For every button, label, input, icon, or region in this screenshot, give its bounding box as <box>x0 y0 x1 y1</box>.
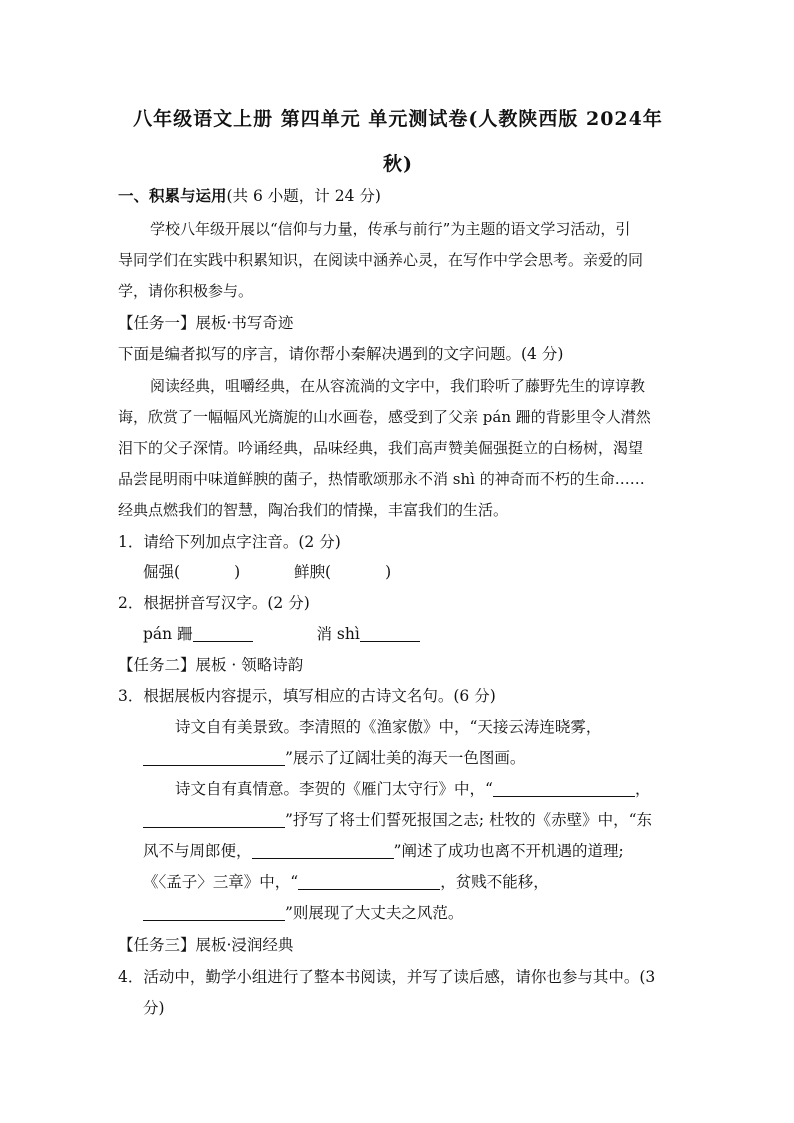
q3-text: ”抒写了将士们誓死报国之志; 杜牧的《赤壁》中，“东 <box>285 811 652 829</box>
question-4-line: 4．活动中，勤学小组进行了整本书阅读，并写了读后感，请你也参与其中。(3 <box>118 968 656 986</box>
hanzi-answer-1[interactable] <box>193 625 253 642</box>
section-heading <box>118 185 678 207</box>
passage-line: 品尝昆明雨中味道鲜腴的菌子，热情歌颂那永不消 shì 的神奇而不朽的生命…… <box>118 470 645 488</box>
task1-heading: 【任务一】展板·书写奇迹 <box>118 314 294 332</box>
passage-line: 阅读经典，咀嚼经典，在从容流淌的文字中，我们聆听了藤野先生的谆谆教 <box>150 377 646 395</box>
task2-heading: 【任务二】展板 · 领略诗韵 <box>118 656 304 674</box>
q3-text: 风不与周郎便， <box>143 842 252 860</box>
intro-line: 学，请你积极参与。 <box>118 282 254 300</box>
poem-blank-5[interactable] <box>298 873 440 890</box>
question-1-label: 1．请给下列加点字注音。(2 分) <box>118 533 341 551</box>
question-3-label: 3．根据展板内容提示，填写相应的古诗文名句。(6 分) <box>118 687 496 705</box>
q3-text: 《〈孟子〉三章》中，“ <box>143 873 299 891</box>
hanzi-item-2: 消 shì <box>316 625 360 643</box>
section-title: 一、积累与运用 <box>118 187 227 205</box>
q3-text: ，贫贱不能移， <box>440 873 549 891</box>
document-title-line1: 八年级语文上册 第四单元 单元测试卷(人教陕西版 2024年 <box>133 108 663 130</box>
pinyin-item-1: 倔强( <box>143 563 181 581</box>
passage-line: 经典点燃我们的智慧，陶冶我们的情操，丰富我们的生活。 <box>118 501 509 519</box>
q3-line <box>143 747 703 769</box>
task1-instruction: 下面是编者拟写的序言，请你帮小秦解决遇到的文字问题。(4 分) <box>118 345 564 363</box>
q3-line <box>143 809 703 831</box>
paren-close: ) <box>385 563 392 581</box>
task3-heading: 【任务三】展板·浸润经典 <box>118 936 294 954</box>
paren-close: ) <box>234 563 241 581</box>
poem-blank-4[interactable] <box>252 842 394 859</box>
q3-line <box>175 778 735 800</box>
poem-blank-3[interactable] <box>143 811 285 828</box>
question-1-answers <box>143 561 703 583</box>
q3-line <box>143 840 703 862</box>
intro-line: 导同学们在实践中积累知识，在阅读中涵养心灵，在写作中学会思考。亲爱的同 <box>118 251 644 269</box>
q3-text: ， <box>634 780 651 798</box>
passage-line: 诲，欣赏了一幅幅风光旖旎的山水画卷，感受到了父亲 pán 跚的背影里令人潸然 <box>118 408 651 426</box>
passage-line: 泪下的父子深情。吟诵经典，品味经典，我们高声赞美倔强挺立的白杨树，渴望 <box>118 439 644 457</box>
poem-blank-2[interactable] <box>493 780 635 797</box>
question-2-answers <box>143 623 703 645</box>
q3-line <box>143 902 703 924</box>
q3-line: 诗文自有美景致。李清照的《渔家傲》中，“天接云涛连晓雾， <box>175 718 602 736</box>
hanzi-answer-2[interactable] <box>360 625 420 642</box>
hanzi-item-1: pán 跚 <box>143 625 193 643</box>
poem-blank-1[interactable] <box>143 749 285 766</box>
q3-text: ”展示了辽阔壮美的海天一色图画。 <box>285 749 526 767</box>
pinyin-item-2: 鲜腴( <box>294 563 332 581</box>
document-title-line2: 秋) <box>383 153 413 175</box>
intro-line: 学校八年级开展以“信仰与力量，传承与前行”为主题的语文学习活动，引 <box>150 220 631 238</box>
q3-text: ”则展现了大丈夫之风范。 <box>285 904 464 922</box>
question-4-line: 分) <box>143 999 165 1017</box>
q3-text: 诗文自有真情意。李贺的《雁门太守行》中，“ <box>175 780 493 798</box>
section-score-note: (共 6 小题，计 24 分) <box>226 187 381 205</box>
q3-line <box>143 871 703 893</box>
poem-blank-6[interactable] <box>143 904 285 921</box>
q3-text: ”阐述了成功也离不开机遇的道理; <box>393 842 624 860</box>
question-2-label: 2．根据拼音写汉字。(2 分) <box>118 594 310 612</box>
